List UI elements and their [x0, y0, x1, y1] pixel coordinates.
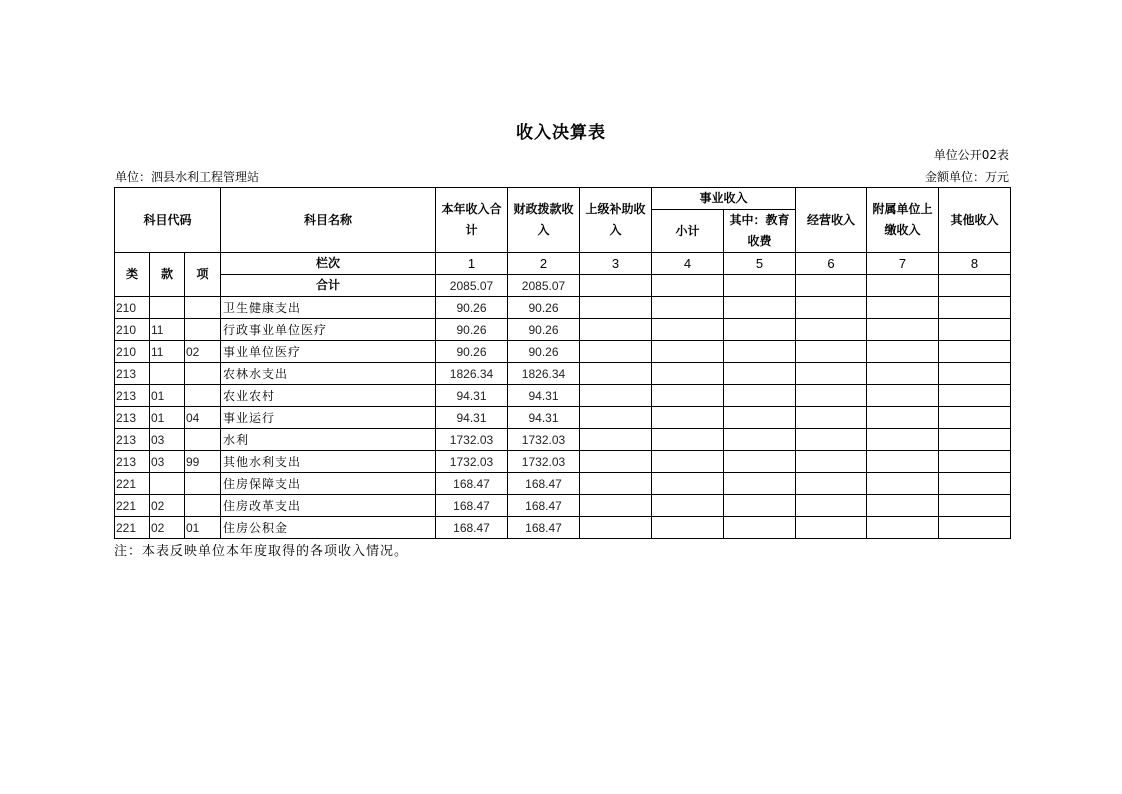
total-income-value: 90.26 — [436, 319, 508, 341]
column-number: 8 — [939, 253, 1011, 275]
table-row — [115, 429, 1011, 451]
lei-code: 210 — [115, 319, 150, 341]
fiscal-appropriation-value: 94.31 — [508, 407, 580, 429]
empty-cell — [724, 341, 796, 363]
page-title: 收入决算表 — [516, 123, 606, 143]
lei-code: 213 — [115, 429, 150, 451]
kuan-code: 02 — [150, 495, 185, 517]
table-row — [115, 407, 1011, 429]
subject-name: 卫生健康支出 — [221, 297, 436, 319]
xiang-code — [185, 385, 221, 407]
xiang-code: 02 — [185, 341, 221, 363]
empty-cell — [724, 363, 796, 385]
subject-name: 农业农村 — [221, 385, 436, 407]
lei-header: 类 — [115, 253, 150, 297]
empty-cell — [652, 429, 724, 451]
subject-name-header: 科目名称 — [221, 188, 436, 253]
kuan-code: 11 — [150, 341, 185, 363]
kuan-code: 11 — [150, 319, 185, 341]
empty-cell — [867, 517, 939, 539]
subject-name: 事业运行 — [221, 407, 436, 429]
empty-cell — [580, 451, 652, 473]
table-row — [115, 495, 1011, 517]
xiang-code — [185, 429, 221, 451]
total-income-value: 94.31 — [436, 385, 508, 407]
lei-code: 213 — [115, 385, 150, 407]
xiang-code: 04 — [185, 407, 221, 429]
empty-cell — [580, 341, 652, 363]
empty-cell — [867, 363, 939, 385]
subject-name: 住房保障支出 — [221, 473, 436, 495]
empty-cell — [867, 385, 939, 407]
table-row — [115, 319, 1011, 341]
subject-name: 其他水利支出 — [221, 451, 436, 473]
empty-cell — [652, 341, 724, 363]
fiscal-appropriation-sum: 2085.07 — [508, 275, 580, 297]
education-fee-header: 其中：教育收费 — [724, 210, 796, 253]
kuan-code: 03 — [150, 451, 185, 473]
empty-cell — [939, 363, 1011, 385]
table-row — [115, 363, 1011, 385]
empty-cell — [939, 495, 1011, 517]
operating-income-header: 经营收入 — [796, 188, 867, 253]
empty-cell — [796, 495, 867, 517]
table-row — [115, 451, 1011, 473]
empty-cell — [939, 517, 1011, 539]
empty-cell — [939, 319, 1011, 341]
total-income-value: 1732.03 — [436, 451, 508, 473]
total-income-value: 90.26 — [436, 297, 508, 319]
empty-cell — [724, 495, 796, 517]
empty-cell — [724, 451, 796, 473]
fiscal-appropriation-value: 94.31 — [508, 385, 580, 407]
fiscal-appropriation-value: 90.26 — [508, 297, 580, 319]
affiliated-unit-income-header: 附属单位上缴收入 — [867, 188, 939, 253]
empty-cell — [652, 495, 724, 517]
lei-code: 221 — [115, 495, 150, 517]
empty-cell — [867, 297, 939, 319]
column-order-label: 栏次 — [221, 253, 436, 275]
column-number: 3 — [580, 253, 652, 275]
fiscal-appropriation-value: 90.26 — [508, 319, 580, 341]
empty-cell — [580, 297, 652, 319]
empty-cell — [867, 451, 939, 473]
total-income-value: 168.47 — [436, 517, 508, 539]
fiscal-appropriation-value: 1732.03 — [508, 451, 580, 473]
empty-cell — [939, 341, 1011, 363]
empty-cell — [580, 429, 652, 451]
empty-cell — [652, 385, 724, 407]
fiscal-appropriation-value: 1732.03 — [508, 429, 580, 451]
subject-name: 事业单位医疗 — [221, 341, 436, 363]
fiscal-appropriation-header: 财政拨款收入 — [508, 188, 580, 253]
empty-cell — [580, 473, 652, 495]
lei-code: 221 — [115, 517, 150, 539]
total-income-value: 168.47 — [436, 495, 508, 517]
table-row — [115, 297, 1011, 319]
empty-cell — [580, 495, 652, 517]
column-number: 6 — [796, 253, 867, 275]
kuan-code: 03 — [150, 429, 185, 451]
subject-name: 住房公积金 — [221, 517, 436, 539]
lei-code: 213 — [115, 363, 150, 385]
superior-subsidy-header: 上级补助收入 — [580, 188, 652, 253]
empty-cell — [580, 319, 652, 341]
kuan-code — [150, 297, 185, 319]
table-row — [115, 341, 1011, 363]
total-income-header: 本年收入合计 — [436, 188, 508, 253]
empty-cell — [652, 319, 724, 341]
column-number: 4 — [652, 253, 724, 275]
kuan-code: 01 — [150, 407, 185, 429]
empty-cell — [796, 451, 867, 473]
empty-cell — [796, 429, 867, 451]
empty-cell — [652, 407, 724, 429]
reporting-unit: 单位：泗县水利工程管理站 — [115, 170, 260, 184]
total-income-value: 1732.03 — [436, 429, 508, 451]
empty-cell — [796, 517, 867, 539]
other-income-header: 其他收入 — [939, 188, 1011, 253]
subject-name: 水利 — [221, 429, 436, 451]
lei-code: 221 — [115, 473, 150, 495]
column-number: 1 — [436, 253, 508, 275]
income-final-accounts-table — [114, 187, 1011, 539]
total-income-value: 1826.34 — [436, 363, 508, 385]
empty-cell — [652, 363, 724, 385]
xiang-code — [185, 297, 221, 319]
table-footnote: 注：本表反映单位本年度取得的各项收入情况。 — [114, 544, 409, 559]
business-income-header: 事业收入 — [652, 188, 796, 210]
fiscal-appropriation-value: 90.26 — [508, 341, 580, 363]
subtotal-header: 小计 — [652, 210, 724, 253]
table-row — [115, 385, 1011, 407]
lei-code: 210 — [115, 297, 150, 319]
xiang-code — [185, 473, 221, 495]
empty-cell — [939, 407, 1011, 429]
empty-cell — [580, 407, 652, 429]
fiscal-appropriation-value: 168.47 — [508, 517, 580, 539]
fiscal-appropriation-value: 168.47 — [508, 473, 580, 495]
xiang-header: 项 — [185, 253, 221, 297]
total-income-value: 168.47 — [436, 473, 508, 495]
column-number: 5 — [724, 253, 796, 275]
empty-cell — [652, 517, 724, 539]
kuan-code — [150, 473, 185, 495]
fiscal-appropriation-value: 1826.34 — [508, 363, 580, 385]
empty-cell — [724, 429, 796, 451]
form-number: 单位公开02表 — [933, 148, 1009, 162]
table-row — [115, 517, 1011, 539]
empty-cell — [867, 407, 939, 429]
empty-cell — [724, 319, 796, 341]
empty-cell — [796, 385, 867, 407]
column-number: 7 — [867, 253, 939, 275]
kuan-code: 02 — [150, 517, 185, 539]
empty-cell — [939, 451, 1011, 473]
total-row-label: 合计 — [221, 275, 436, 297]
table-row — [115, 473, 1011, 495]
kuan-code — [150, 363, 185, 385]
empty-cell — [580, 363, 652, 385]
total-income-sum: 2085.07 — [436, 275, 508, 297]
empty-cell — [724, 517, 796, 539]
empty-cell — [867, 319, 939, 341]
empty-cell — [724, 407, 796, 429]
subject-name: 农林水支出 — [221, 363, 436, 385]
empty-cell — [796, 473, 867, 495]
empty-cell — [796, 341, 867, 363]
lei-code: 213 — [115, 451, 150, 473]
xiang-code: 01 — [185, 517, 221, 539]
column-number: 2 — [508, 253, 580, 275]
empty-cell — [652, 297, 724, 319]
empty-cell — [652, 451, 724, 473]
empty-cell — [867, 495, 939, 517]
empty-cell — [580, 385, 652, 407]
amount-unit: 金额单位：万元 — [924, 170, 1009, 184]
empty-cell — [724, 297, 796, 319]
subject-name: 住房改革支出 — [221, 495, 436, 517]
lei-code: 210 — [115, 341, 150, 363]
empty-cell — [867, 429, 939, 451]
xiang-code: 99 — [185, 451, 221, 473]
empty-cell — [724, 473, 796, 495]
empty-cell — [939, 473, 1011, 495]
empty-cell — [796, 319, 867, 341]
xiang-code — [185, 495, 221, 517]
empty-cell — [867, 473, 939, 495]
empty-cell — [939, 297, 1011, 319]
lei-code: 213 — [115, 407, 150, 429]
subject-name: 行政事业单位医疗 — [221, 319, 436, 341]
empty-cell — [939, 429, 1011, 451]
empty-cell — [724, 385, 796, 407]
total-income-value: 94.31 — [436, 407, 508, 429]
empty-cell — [652, 473, 724, 495]
empty-cell — [580, 517, 652, 539]
empty-cell — [939, 385, 1011, 407]
empty-cell — [867, 341, 939, 363]
kuan-header: 款 — [150, 253, 185, 297]
empty-cell — [796, 363, 867, 385]
total-income-value: 90.26 — [436, 341, 508, 363]
empty-cell — [796, 297, 867, 319]
empty-cell — [796, 407, 867, 429]
xiang-code — [185, 319, 221, 341]
kuan-code: 01 — [150, 385, 185, 407]
fiscal-appropriation-value: 168.47 — [508, 495, 580, 517]
xiang-code — [185, 363, 221, 385]
subject-code-header: 科目代码 — [115, 188, 221, 253]
